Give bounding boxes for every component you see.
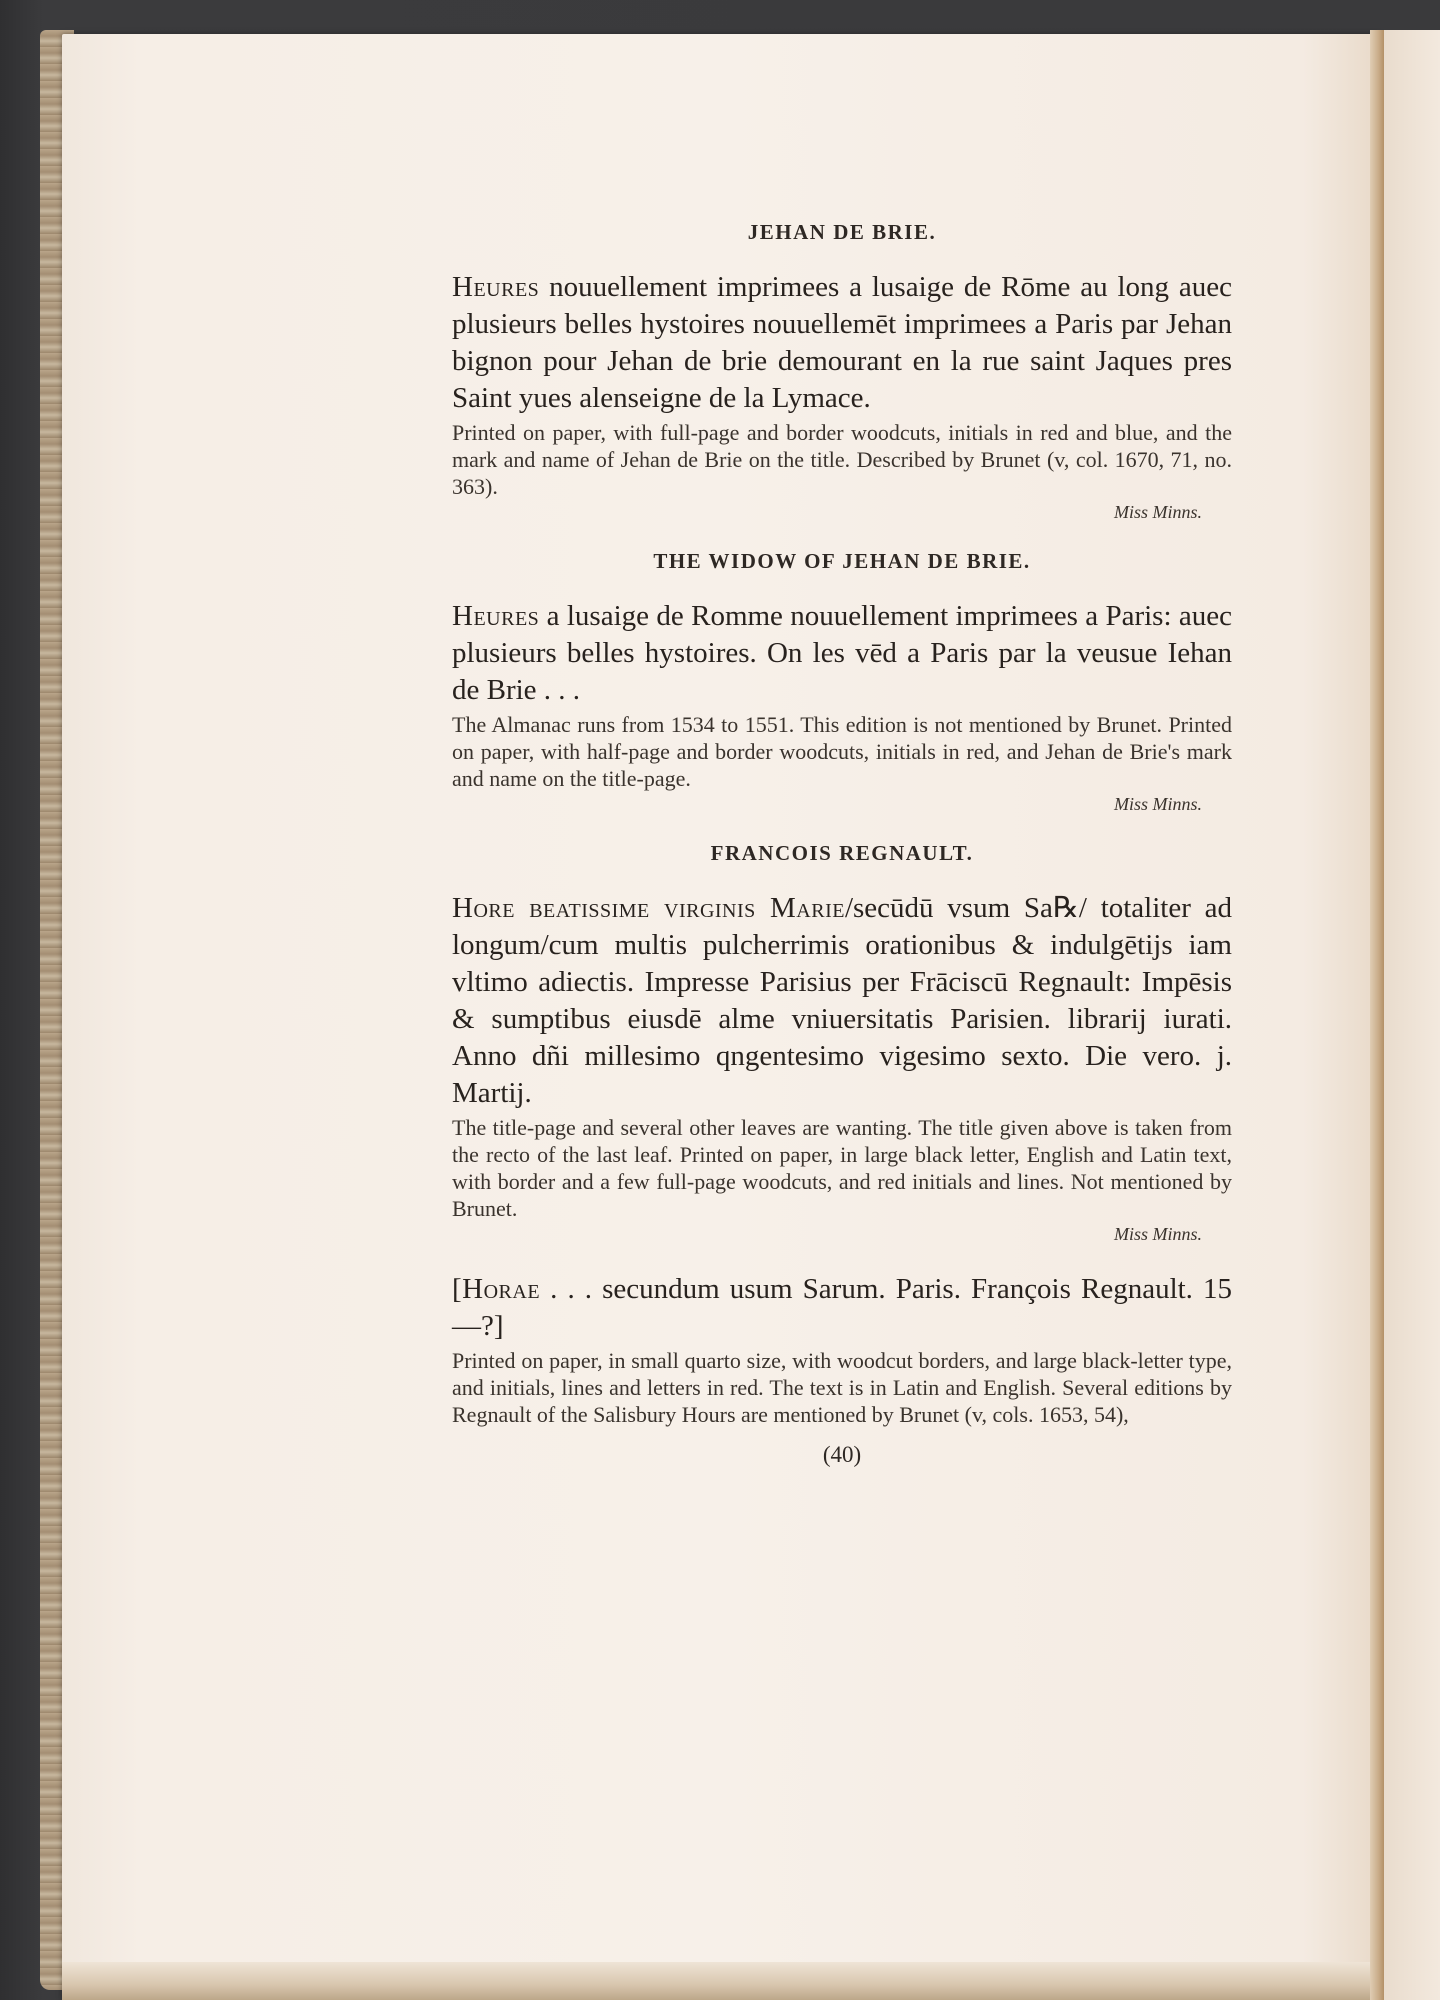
facing-page-edge xyxy=(1384,30,1440,2000)
entry-attribution: Miss Minns. xyxy=(1113,1224,1202,1244)
entry-note: The title-page and several other leaves are wanting. The title given above is taken from the recto of the last leaf. Printed on paper, in large black letter, English and Latin text, with border and a few full-page woodcuts, and red initials and lines. Not mentioned by Brunet. xyxy=(452,1115,1232,1221)
section-heading: FRANCOIS REGNAULT. xyxy=(710,841,974,865)
entry-title-text: nouuellement imprimees a lusaige de Rōme au long auec plusieurs belles hystoires nouuellemēt imprimees a Paris par Jehan bignon pour Jehan de brie demourant en la rue saint Jaques pres Saint yues alenseigne de la Lymace. xyxy=(452,271,1232,414)
catalog-entry xyxy=(452,269,1232,523)
catalog-entry xyxy=(452,598,1232,815)
section-heading: THE WIDOW OF JEHAN DE BRIE. xyxy=(653,549,1031,573)
entry-title xyxy=(452,269,1232,417)
page-text-block xyxy=(452,220,1232,1468)
entry-title-text: . . . secundum usum Sarum. Paris. François Regnault. 15—?] xyxy=(452,1273,1233,1342)
entry-lead: Heures xyxy=(452,271,540,303)
entry-title xyxy=(452,598,1232,709)
entry-title-text: /secūdū vsum Sa℞/ totaliter ad longum/cum multis pulcherrimis orationibus & indulgētijs iam vltimo adiectis. Impresse Parisius per Frāciscū Regnault: Impēsis & sumptibus eiusdē alme vniuersitatis Parisien. librarij iurati. Anno dñi millesimo qngentesimo vigesimo sexto. Die vero. j. Martij. xyxy=(452,892,1232,1109)
catalog-entry xyxy=(452,1271,1232,1428)
entry-attribution: Miss Minns. xyxy=(1113,794,1202,814)
entry-lead: Heures xyxy=(452,600,540,632)
book-gutter xyxy=(1370,30,1384,2000)
page-bottom-edge xyxy=(62,1962,1382,2000)
section-widow-of-jehan-de-brie xyxy=(452,549,1232,815)
entry-note: Printed on paper, in small quarto size, with woodcut borders, and large black-letter type, and initials, lines and letters in red. The text is in Latin and English. Several editions by Regnault of the Salisbury Hours are mentioned by Brunet (v, cols. 1653, 54), xyxy=(452,1348,1232,1427)
entry-attribution: Miss Minns. xyxy=(1113,502,1202,522)
page-number: (40) xyxy=(822,1442,862,1467)
entry-title-text: a lusaige de Romme nouuellement imprimees a Paris: auec plusieurs belles hystoires. On les vēd a Paris par la veusue Iehan de Brie . . . xyxy=(452,600,1232,706)
catalog-entry xyxy=(452,890,1232,1245)
entry-note: The Almanac runs from 1534 to 1551. This edition is not mentioned by Brunet. Printed on paper, with half-page and border woodcuts, initials in red, and Jehan de Brie's mark and name on the title-page. xyxy=(452,712,1232,791)
entry-lead: [Horae xyxy=(452,1273,541,1305)
section-heading: JEHAN DE BRIE. xyxy=(747,220,937,244)
entry-title xyxy=(452,1271,1232,1345)
entry-title xyxy=(452,890,1232,1112)
section-jehan-de-brie xyxy=(452,220,1232,523)
section-francois-regnault xyxy=(452,841,1232,1428)
entry-note: Printed on paper, with full-page and border woodcuts, initials in red and blue, and the mark and name of Jehan de Brie on the title. Described by Brunet (v, col. 1670, 71, no. 363). xyxy=(452,420,1232,499)
entry-lead: Hore beatissime virginis Marie xyxy=(452,892,845,924)
